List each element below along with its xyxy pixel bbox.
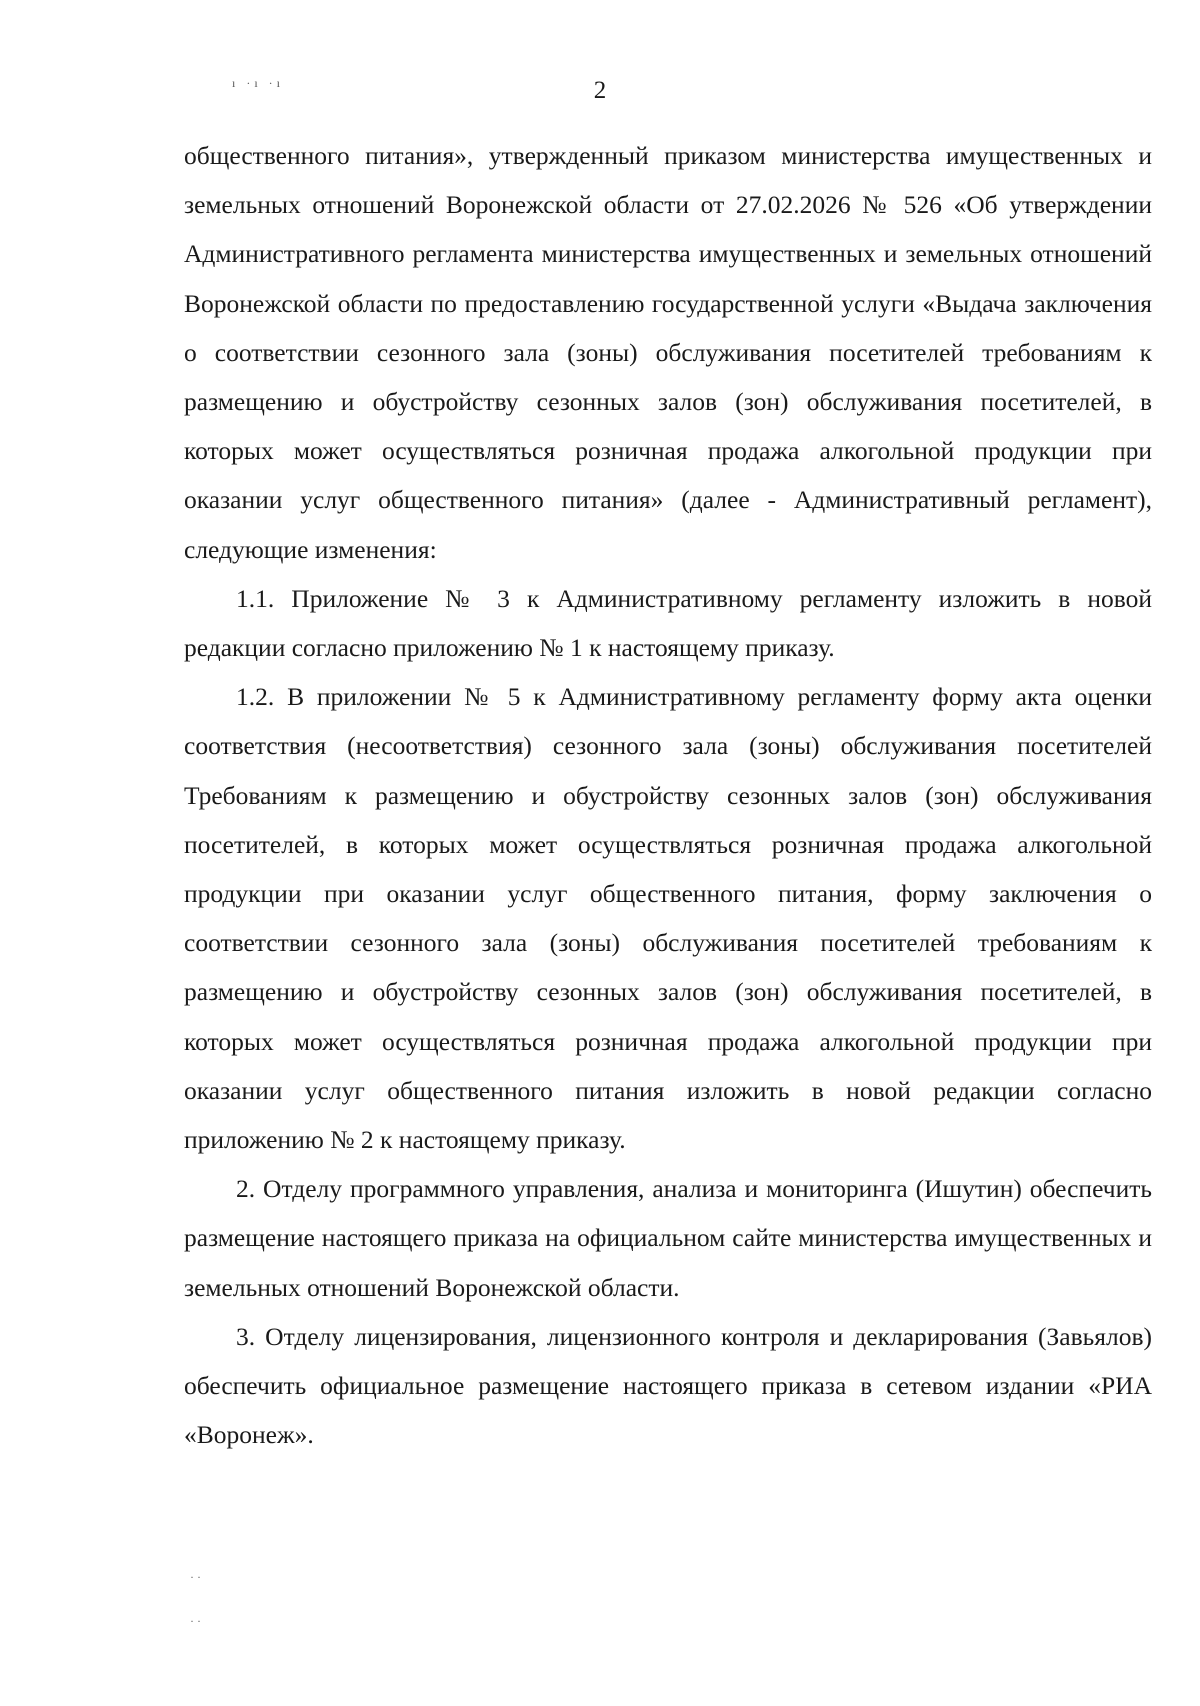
paragraph-item-1-2: 1.2. В приложении № 5 к Административному регламенту форму акта оценки соответствия (несоответствия) сезонного зала (зоны) обслуживания посетителей Требованиям к размещению и обустройству сезонных залов (зон) обслуживания посетителей, в которых может осуществляться розничная продажа алкогольной продукции при оказании услуг общественного питания, форму заключения о соответствии сезонного зала (зоны) обслуживания посетителей требованиям к размещению и обустройству сезонных залов (зон) обслуживания посетителей, в которых может осуществляться розничная продажа алкогольной продукции при оказании услуг общественного питания изложить в новой редакции согласно приложению № 2 к настоящему приказу. [184,682,1152,1155]
paragraph-item-1-1: 1.1. Приложение № 3 к Административному регламенту изложить в новой редакции согласно приложению № 1 к настоящему приказу. [184,583,1152,663]
paragraph-item-3: 3. Отделу лицензирования, лицензионного контроля и декларирования (Завьялов) обеспечить официальное размещение настоящего приказа в сетевом издании «РИА «Воронеж». [184,1321,1152,1450]
page-number: 2 [593,77,607,104]
paragraph-item-2: 2. Отделу программного управления, анализа и мониторинга (Ишутин) обеспечить размещение настоящего приказа на официальном сайте министерства имущественных и земельных отношений Воронежской области. [184,1174,1152,1302]
scan-artifact: ı ·ı ·ı [232,76,284,90]
paragraph-continuation: общественного питания», утвержденный приказом министерства имущественных и земельных отношений Воронежской области от 27.02.2026 № 526 «Об утверждении Административного регламента министерства имущественных и земельных отношений Воронежской области по предоставлению государственной услуги «Выдача заключения о соответствии сезонного зала (зоны) обслуживания посетителей требованиям к размещению и обустройству сезонных залов (зон) обслуживания посетителей, в которых может осуществляться розничная продажа алкогольной продукции при оказании услуг общественного питания» (далее - Административный регламент), следующие изменения: [184,141,1152,564]
scan-artifact-footer: · · · · [190,1570,201,1628]
document-body [184,131,1152,1459]
